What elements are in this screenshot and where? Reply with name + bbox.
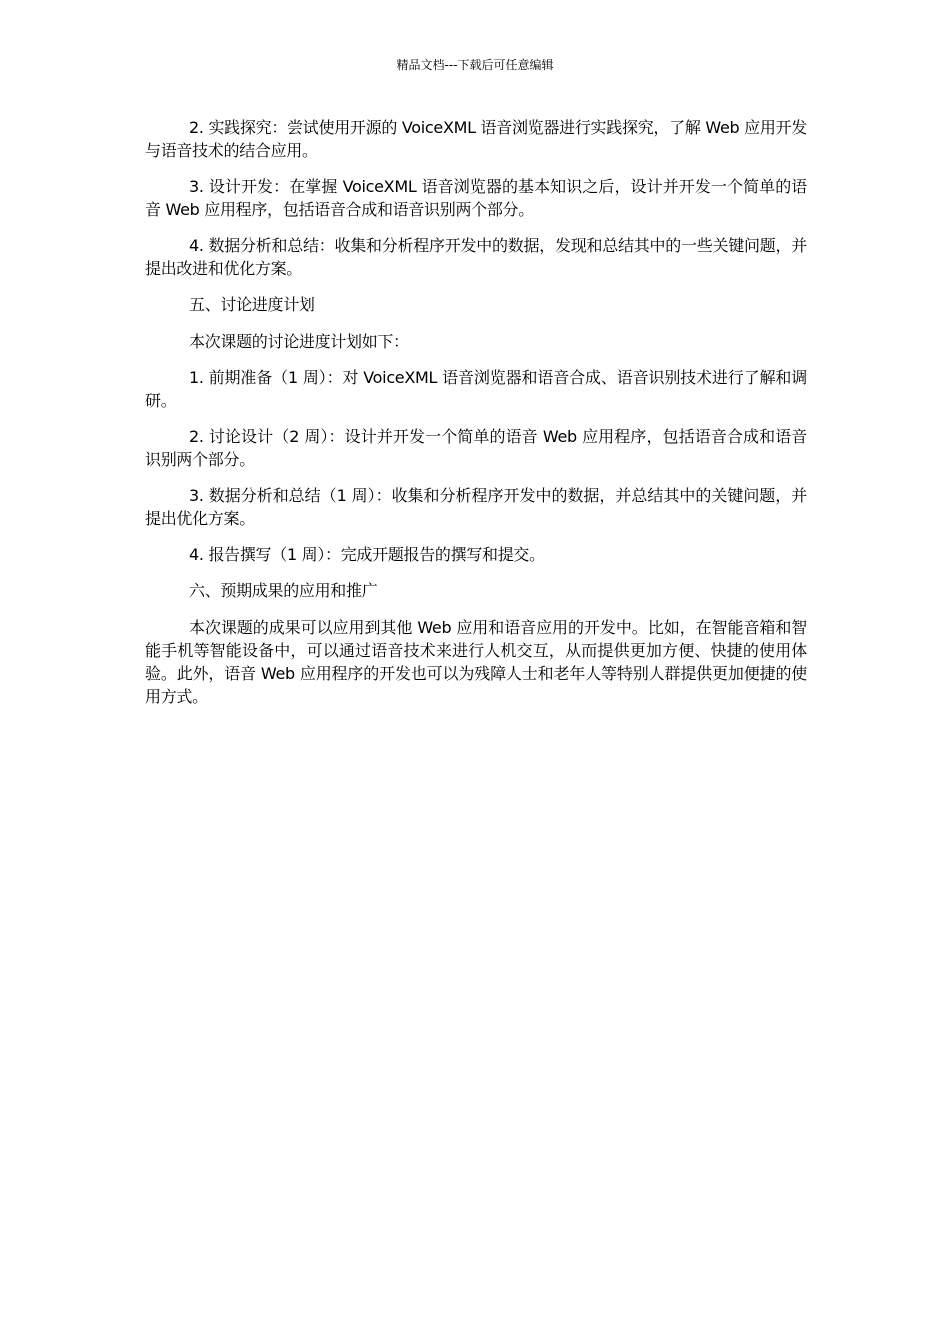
section-heading-schedule: 五、讨论进度计划 [189,295,315,314]
schedule-item-design: 2. 讨论设计（2 周）：设计并开发一个简单的语音 Web 应用程序，包括语音合成和语音识别两个部分。 [145,427,807,469]
document-body [145,116,807,721]
paragraph-design-development: 3. 设计开发：在掌握 VoiceXML 语音浏览器的基本知识之后，设计并开发一个简单的语音 Web 应用程序，包括语音合成和语音识别两个部分。 [145,177,807,219]
paragraph-outcomes: 本次课题的成果可以应用到其他 Web 应用和语音应用的开发中。比如，在智能音箱和智能手机等智能设备中，可以通过语音技术来进行人机交互，从而提供更加方便、快捷的使用体验。此外，语音 Web 应用程序的开发也可以为残障人士和老年人等特别人群提供更加便捷的使用方式。 [145,618,807,706]
page-header: 精品文档---下载后可任意编辑 [396,58,554,72]
paragraph-data-analysis: 4. 数据分析和总结：收集和分析程序开发中的数据，发现和总结其中的一些关键问题，并提出改进和优化方案。 [145,236,807,278]
schedule-item-report: 4. 报告撰写（1 周）：完成开题报告的撰写和提交。 [189,545,545,564]
paragraph-practice-exploration: 2. 实践探究：尝试使用开源的 VoiceXML 语音浏览器进行实践探究，了解 Web 应用开发与语音技术的结合应用。 [145,118,807,160]
schedule-item-analysis: 3. 数据分析和总结（1 周）：收集和分析程序开发中的数据，并总结其中的关键问题，并提出优化方案。 [145,486,807,528]
schedule-item-preparation: 1. 前期准备（1 周）：对 VoiceXML 语音浏览器和语音合成、语音识别技术进行了解和调研。 [145,368,807,410]
section-heading-outcomes: 六、预期成果的应用和推广 [189,581,378,600]
paragraph-schedule-intro: 本次课题的讨论进度计划如下： [189,332,409,351]
